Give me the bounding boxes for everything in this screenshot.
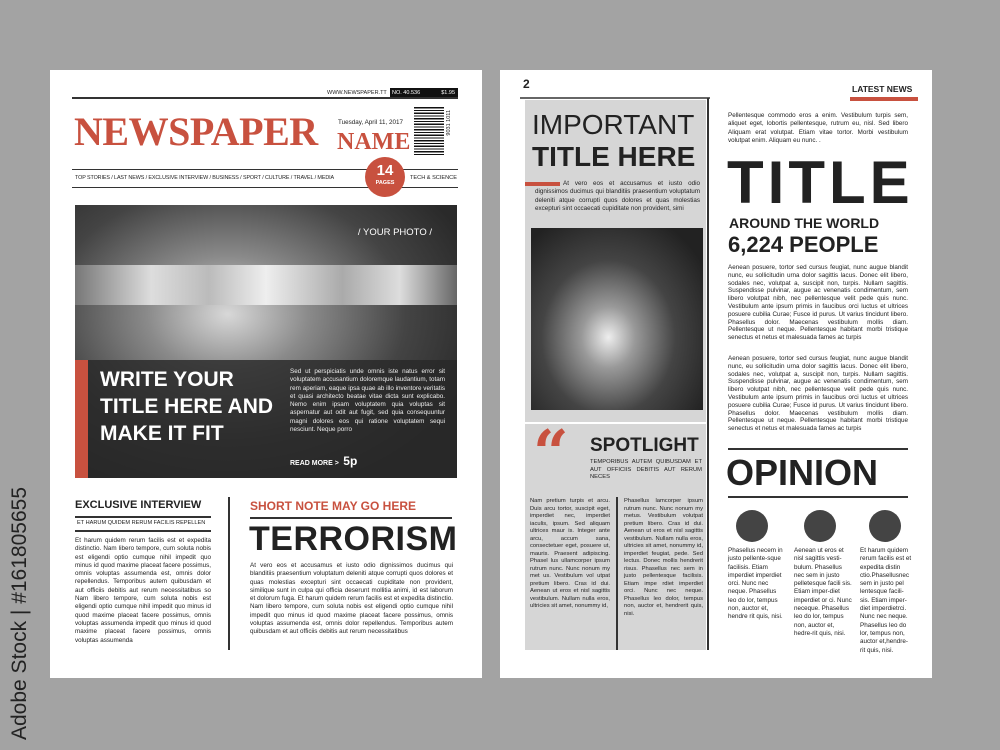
barcode: [414, 107, 444, 156]
interview-title: EXCLUSIVE INTERVIEW: [75, 499, 202, 511]
important-title-light: IMPORTANT: [532, 109, 695, 140]
inner-page: [500, 70, 932, 678]
article-paragraph-1: Aenean posuere, tortor sed cursus feugiat, nunc augue blandit nunc, eu sollicitudin urna dolor sagittis lacus. Donec elit libero, sodales nec, volutpat a, suscipit non, turpis. Nullam sagittis. Suspendisse pulvinar, augue ac venenatis condimentum, sem libero volutpat nibh, nec pellentesque velit pede quis nunc. Vestibulum ante ipsum primis in faucibus orci luctus et ultrices posuere cubilia Curae; Fusce id purus. Ut varius tincidunt libero. Phasellus dolor. Maecenas vestibulum mollis diam. Pellentesque ut neque. Pellentesque habitant morbi tristique senectus et netus et malesuada fames ac turpis: [728, 264, 908, 342]
accent-bar: [75, 360, 88, 478]
website: WWW.NEWSPAPER.TT: [327, 90, 387, 96]
story-body: At vero eos et accusamus et iusto odio dignissimos ducimus qui blanditiis praesentium voluptatum deleniti atque corrupti quos dolores et quas molestias excepturi sint occaecati cupiditate non provident, similique sunt in culpa qui officia deserunt mollitia animi, id est laborum et dolorum fuga. Et harum quidem rerum facilis est et expedita distinctio. Nam libero tempore, cum soluta nobis est eligendi optio cumque nihil impedit quo minus id quod maxime placeat facere possimus, omnis voluptas assumenda est, omnis dolor repellendus. Temporibus autem quibusdam et aut officiis debitis aut rerum necessitatibus: [250, 562, 453, 636]
spotlight-col-2: Phasellus lamcorper ipsum rutrum nunc. Nunc nonum my metus. Vestibulum volutpat pretium libero. Cras id dui. Aenean ut eros et nisl sagittis vestibulum. Nullam nulla eros, ultricies sit amet, nonummy id, imperdiet feugiat, pede. Sed lectus. Donec mollis hendrerit risus. Phasellus nec sem in justo pellentesque facilisis. Etiam impe rdiet imperdiet orci. Nunc nec neque. Phasellus leo dolor, tempus non, auctor et, hendrerit quis, nisi.: [624, 498, 703, 617]
short-note: SHORT NOTE MAY GO HERE: [250, 499, 417, 513]
people-count: 6,224 PEOPLE: [728, 232, 879, 257]
interview-subtitle: ET HARUM QUIDEM RERUM FACILIS REPELLEN: [77, 520, 206, 526]
spotlight-col-1: Nam pretium turpis et arcu. Duis arcu tortor, suscipit eget, imperdiet nec, imperdiet iaculis, ipsum. Sed aliquam ultrices maur is. Integer ante arcu, accum sana, consectetuer eget, posuere ut, mauris. Praesent adipiscing. Phasel lus ullamcorper ipsum rutrum nunc. Nunc nonum my met us. Vestibulum vol utpat pretium libero. Cras id dui. Aenean ut eros et nisl sagittis vestibulum. Nullam nulla eros, ultricies sit amet, nonummy id,: [530, 498, 610, 609]
opinion-title: OPINION: [726, 452, 879, 493]
section-nav[interactable]: TOP STORIES / LAST NEWS / EXCLUSIVE INTERVIEW / BUSINESS / SPORT / CULTURE / TRAVEL / MEDIA: [75, 175, 335, 181]
opinion-2: Aenean ut eros et nisl sagittis vesti-bulum. Phasellus nec sem in justo pelletesque facili sis. Etiam imper-diet imperdiet or ci. Nunc neceque. Phasellus leo do lor, tempus non, auctor et, hedre-rit quis, nisi.: [794, 547, 852, 637]
section-tech-science[interactable]: TECH & SCIENCE: [410, 175, 457, 181]
pages-label: PAGES: [375, 180, 395, 186]
important-title-bold: TITLE HERE: [532, 141, 696, 172]
avatar-icon: [804, 510, 836, 542]
spotlight-subtitle: TEMPORIBUS AUTEM QUIBUSDAM ET AUT OFFICIIS DEBITIS AUT RERUM NECES: [590, 459, 702, 480]
interview-body: Et harum quidem rerum facilis est et expedita distinctio. Nam libero tempore, cum soluta nobis est eligendi optio cumque nihil impedit quo minus id quod maxime placeat facere possimus, omnis voluptas assumenda est, omnis dolor repellendus. Temporibus autem quibusdam et aut officiis debitis aut rerum necessitatibus so Nam libero tempore, cum soluta nobis est eligendi optio cumque nihil impedit quo minus id quod maxime placeat facere possimus, omnis voluptas assumenda impedit quo minus id quod maxime placeat facere possimus, omnis voluptas assumenda: [75, 537, 211, 644]
latest-body: Pellentesque commodo eros a enim. Vestibulum turpis sem, aliquet eget, lobortis pellentesque, rutrum eu, nisl. Sed libero Aliquam erat volutpat. Etiam vitae tortor. Morbi vestibulum volutpat enim. Aliquam eu nunc. .: [728, 112, 908, 144]
read-more-label: READ MORE >: [290, 460, 339, 467]
around-the-world: AROUND THE WORLD: [729, 215, 880, 231]
read-more-page: 5p: [343, 454, 358, 468]
headline-overlay: [75, 360, 457, 478]
opinion-1: Phasellus necem in justo pellente-sque facilisis. Etiam imperdiet imperdiet orci. Nunc nec neque. Phasellus leo do lor, tempus non, auctor et, hendre rit quis, nisi.: [728, 547, 783, 621]
pages-count: 14: [376, 162, 394, 179]
front-page: [50, 70, 482, 678]
issue-date: Tuesday, April 11, 2017: [338, 119, 403, 126]
masthead-sub: NAME: [337, 129, 411, 155]
lead-text: Sed ut perspiciatis unde omnis iste natus error sit voluptatem accusantium doloremque laudantium, totam rem aperiam, eaque ipsa quae ab illo inventore veritatis et quasi architecto beatae vitae dicta sunt explicabo. Nemo enim ipsam voluptatem quia voluptas sit aspernatur aut odit aut fugit, sed quia consequuntur magni dolores eos qui ratione voluptatem sequi nesciunt. Neque porro: [290, 368, 445, 434]
big-title: TITLE: [727, 149, 914, 216]
price: $1.95: [441, 90, 455, 96]
page-number: 2: [523, 77, 530, 91]
spotlight-title: SPOTLIGHT: [590, 435, 699, 456]
pages-badge: [365, 157, 405, 197]
quote-icon: “: [533, 416, 569, 489]
article-paragraph-2: Aenean posuere, tortor sed cursus feugiat, nunc augue blandit nunc, eu sollicitudin urna dolor sagittis lacus. Donec elit libero, sodales nec, volutpat a, suscipit non, turpis. Nullam sagittis. Suspendisse pulvinar, augue ac venenatis condimentum, sem libero volutpat nibh, nec pellentesque velit pede quis nunc. Vestibulum ante ipsum primis in faucibus orci luctus et ultrices posuere cubilia Curae; Fusce id purus. Ut varius tincidunt libero. Phasellus dolor. Maecenas vestibulum mollis diam. Pellentesque ut neque. Pellentesque habitant morbi tristique senectus et netus et malesuada fames ac turpis: [728, 355, 908, 433]
latest-news-bar: [850, 97, 918, 101]
avatar-icon: [869, 510, 901, 542]
avatar-icon: [736, 510, 768, 542]
photo-lights: [75, 265, 457, 305]
masthead-main: NEWSPAPER: [74, 109, 318, 154]
barcode-number: 9031 1011: [446, 110, 452, 136]
latest-news-label: LATEST NEWS: [852, 84, 913, 94]
important-body: At vero eos et accusamus et iusto odio dignissimos ducimus qui blanditiis praesentium voluptatum deleniti atque corrupti quos dolores et quas molestias excepturi sint occaecati cupiditate non provident, simi: [535, 180, 700, 212]
hero-photo: [75, 205, 457, 478]
inner-photo: [531, 228, 703, 410]
read-more-link[interactable]: [290, 454, 357, 471]
photo-label: / YOUR PHOTO /: [357, 227, 432, 238]
story-title: TERRORISM: [249, 520, 458, 558]
opinion-3: Et harum quidem rerum facilis est et expedita distin ctio.Phasellusnec sem in justo pel lentesque facili-sis. Etiam imper-diet imperdietrci. Nunc nec neque. Phasellus leo do lor, tempus non, auctor et,hendre-rit quis, nisi.: [860, 547, 912, 654]
issue-number: NO. 40.536: [392, 90, 421, 96]
front-headline: WRITE YOUR TITLE HERE AND MAKE IT FIT: [100, 368, 274, 445]
stock-watermark: Adobe Stock | #161805655: [8, 487, 31, 740]
